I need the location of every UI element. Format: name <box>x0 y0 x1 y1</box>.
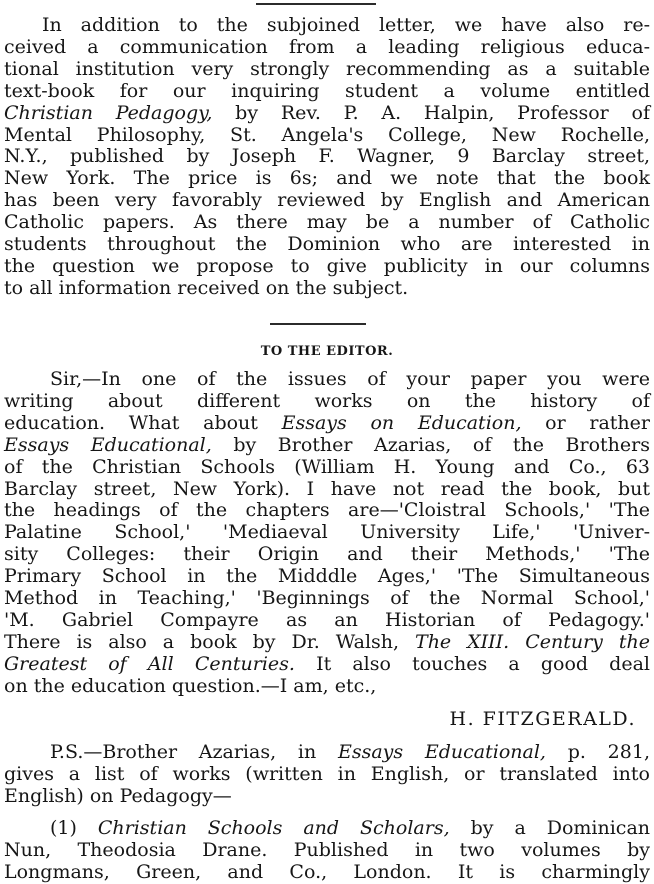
text-line: on the education question.—I am, etc., <box>4 674 377 697</box>
text-line: tional institution very strongly recommending as a suitable <box>4 57 650 80</box>
book-title: Greatest of All Centuries. <box>4 652 295 675</box>
postscript <box>4 742 650 808</box>
text-line: of the Christian Schools (William H. Young and Co., 63 <box>4 455 650 478</box>
text-line: ceived a communication from a leading religious educa- <box>4 35 650 58</box>
text-line: Palatine School,' 'Mediaeval University Life,' 'Univer- <box>4 521 650 544</box>
text-line: sity Colleges: their Origin and their Methods,' 'The <box>4 543 650 566</box>
book-title: Essays Educational, <box>4 433 212 456</box>
book-title: Essays Educational, <box>337 741 546 763</box>
section-divider <box>270 323 366 325</box>
text-line: 'M. Gabriel Compayre as an Historian of Pedagogy.' <box>4 608 650 631</box>
letter-heading: TO THE EDITOR. <box>260 344 394 359</box>
text-line: Primary School in the Midddle Ages,' 'The Simultaneous <box>4 565 650 588</box>
intro-paragraph <box>4 15 650 300</box>
text-line: Mental Philosophy, St. Angela's College, New Rochelle, <box>4 123 650 146</box>
text-line: There is also a book by Dr. Walsh, The XIII. Century the <box>4 630 650 653</box>
signature: H. FITZGERALD. <box>449 708 636 730</box>
text-line: Christian Pedagogy, by Rev. P. A. Halpin, Professor of <box>4 101 650 124</box>
text-line: New York. The price is 6s; and we note that the book <box>4 167 650 190</box>
book-title: Essays on Education, <box>281 411 522 434</box>
text-line: In addition to the subjoined letter, we have also re- <box>42 14 650 36</box>
text-line: Method in Teaching,' 'Beginnings of the Normal School,' <box>4 587 650 610</box>
text-line: to all information received on the subject. <box>4 276 409 299</box>
book-title: The XIII. Century the <box>415 630 650 653</box>
text-line: Catholic papers. As there may be a number of Catholic <box>4 211 650 234</box>
text-line: has been very favorably reviewed by English and American <box>4 189 650 212</box>
text-line: (1) Christian Schools and Scholars, by a Dominican <box>50 817 651 839</box>
text-line: English) on Pedagogy— <box>4 784 232 807</box>
text-line: writing about different works on the history of <box>4 389 650 412</box>
text-line: the question we propose to give publicity in our columns <box>4 254 650 277</box>
text-line: N.Y., published by Joseph F. Wagner, 9 Barclay street, <box>4 145 650 168</box>
text-line: text-book for our inquiring student a volume entitled <box>4 79 650 102</box>
text-line: the headings of the chapters are—'Cloistral Schools,' 'The <box>4 499 650 522</box>
top-divider <box>256 3 376 5</box>
text-line: Nun, Theodosia Drane. Published in two volumes by <box>4 838 650 861</box>
text-line: students throughout the Dominion who are interested in <box>4 233 650 256</box>
text-line: Essays Educational, by Brother Azarias, of the Brothers <box>4 433 650 456</box>
text-line: Greatest of All Centuries. It also touches a good deal <box>4 652 650 675</box>
book-title: Christian Pedagogy, <box>4 101 213 124</box>
letter-body <box>4 369 650 698</box>
book-title: Christian Schools and Scholars, <box>97 817 450 839</box>
text-line: Barclay street, New York). I have not read the book, but <box>4 477 650 500</box>
text-line: Longmans, Green, and Co., London. It is charmingly <box>4 860 650 883</box>
text-line: gives a list of works (written in English, or translated into <box>4 762 650 785</box>
text-line: P.S.—Brother Azarias, in Essays Educational, p. 281, <box>50 741 650 763</box>
postscript-item-1 <box>4 818 650 884</box>
text-line: Sir,—In one of the issues of your paper you were <box>50 368 650 390</box>
text-line: education. What about Essays on Education, or rather <box>4 411 650 434</box>
